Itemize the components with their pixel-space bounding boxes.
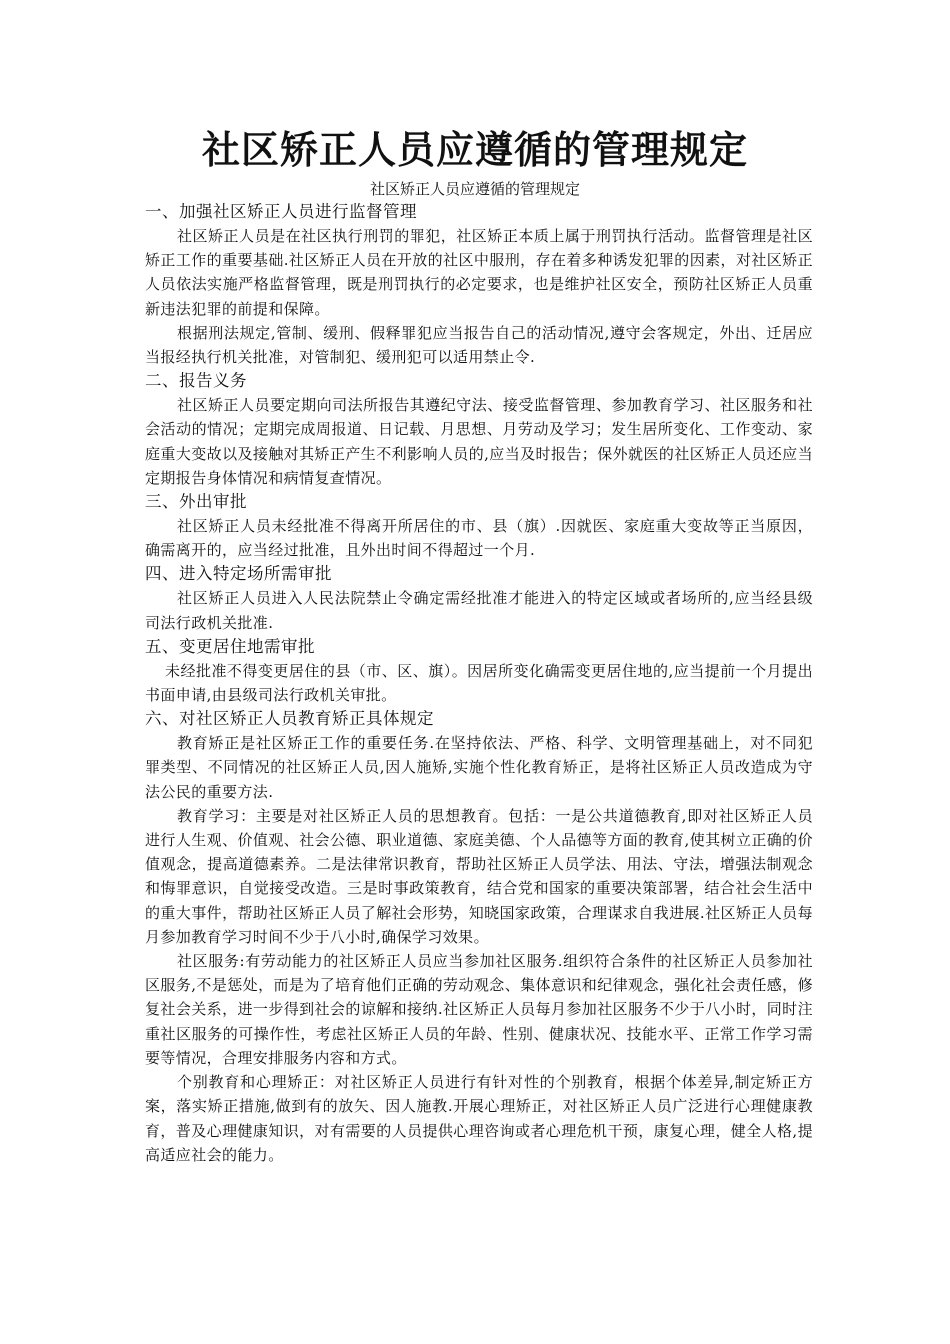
section-heading: 四、进入特定场所需审批 (145, 564, 332, 584)
section-heading: 三、外出审批 (145, 492, 247, 512)
section-3 (145, 490, 813, 562)
section-paragraph: 个别教育和心理矫正：对社区矫正人员进行有针对性的个别教育，根据个体差异,制定矫正方案，落实矫正措施,做到有的放矢、因人施教.开展心理矫正，对社区矫正人员广泛进行心理健康教育，普及心理健康知识，对有需要的人员提供心理咨询或者心理危机干预，康复心理，健全人格,提高适应社会的能力。 (145, 1073, 813, 1164)
section-paragraph: 未经批准不得变更居住的县（市、区、旗）。因居所变化确需变更居住地的,应当提前一个月提出书面申请,由县级司法行政机关审批。 (145, 661, 813, 705)
section-paragraph: 教育学习：主要是对社区矫正人员的思想教育。包括：一是公共道德教育,即对社区矫正人员进行人生观、价值观、社会公德、职业道德、家庭美德、个人品德等方面的教育,使其树立正确的价值观念，提高道德素养。二是法律常识教育，帮助社区矫正人员学法、用法、守法，增强法制观念和悔罪意识，自觉接受改造。三是时事政策教育，结合党和国家的重要决策部署，结合社会生活中的重大事件，帮助社区矫正人员了解社会形势，知晓国家政策，合理谋求自我进展.社区矫正人员每月参加教育学习时间不少于八小时,确保学习效果。 (145, 806, 813, 946)
section-paragraph: 社区矫正人员进入人民法院禁止令确定需经批准才能进入的特定区域或者场所的,应当经县级司法行政机关批准. (145, 589, 813, 632)
page-title: 社区矫正人员应遵循的管理规定 (201, 127, 748, 172)
section-5 (145, 635, 813, 707)
section-paragraph: 社区矫正人员未经批准不得离开所居住的市、县（旗）.因就医、家庭重大变故等正当原因，确需离开的，应当经过批准，且外出时间不得超过一个月. (145, 517, 813, 560)
section-heading: 六、对社区矫正人员教育矫正具体规定 (145, 709, 434, 729)
section-paragraph: 社区矫正人员要定期向司法所报告其遵纪守法、接受监督管理、参加教育学习、社区服务和社会活动的情况；定期完成周报道、日记载、月思想、月劳动及学习；发生居所变化、工作变动、家庭重大变故以及接触对其矫正产生不利影响人员的,应当及时报告；保外就医的社区矫正人员还应当定期报告身体情况和病情复查情况。 (145, 396, 813, 487)
document-body (145, 200, 813, 1167)
section-2 (145, 369, 813, 490)
section-heading: 二、报告义务 (145, 371, 247, 391)
section-6 (145, 707, 813, 1167)
section-paragraph: 教育矫正是社区矫正工作的重要任务.在坚持依法、严格、科学、文明管理基础上，对不同犯罪类型、不同情况的社区矫正人员,因人施矫,实施个性化教育矫正，是将社区矫正人员改造成为守法公民的重要方法. (145, 734, 813, 801)
section-heading: 一、加强社区矫正人员进行监督管理 (145, 202, 417, 221)
section-4 (145, 562, 813, 634)
section-paragraph: 社区矫正人员是在社区执行刑罚的罪犯，社区矫正本质上属于刑罚执行活动。监督管理是社区矫正工作的重要基础.社区矫正人员在开放的社区中服刑，存在着多种诱发犯罪的因素，对社区矫正人员依法实施严格监督管理，既是刑罚执行的必定要求，也是维护社区安全，预防社区矫正人员重新违法犯罪的前提和保障。 (145, 227, 813, 318)
section-paragraph: 社区服务:有劳动能力的社区矫正人员应当参加社区服务.组织符合条件的社区矫正人员参加社区服务,不是惩处，而是为了培育他们正确的劳动观念、集体意识和纪律观念，强化社会责任感，修复社会关系，进一步得到社会的谅解和接纳.社区矫正人员每月参加社区服务不少于八小时，同时注重社区服务的可操作性，考虑社区矫正人员的年龄、性别、健康状况、技能水平、正常工作学习需要等情况，合理安排服务内容和方式。 (145, 952, 813, 1067)
section-1 (145, 200, 813, 369)
section-heading: 五、变更居住地需审批 (145, 636, 315, 656)
section-paragraph: 根据刑法规定,管制、缓刑、假释罪犯应当报告自己的活动情况,遵守会客规定，外出、迁居应当报经执行机关批准，对管制犯、缓刑犯可以适用禁止令. (145, 323, 813, 367)
page-subtitle: 社区矫正人员应遵循的管理规定 (369, 180, 580, 198)
